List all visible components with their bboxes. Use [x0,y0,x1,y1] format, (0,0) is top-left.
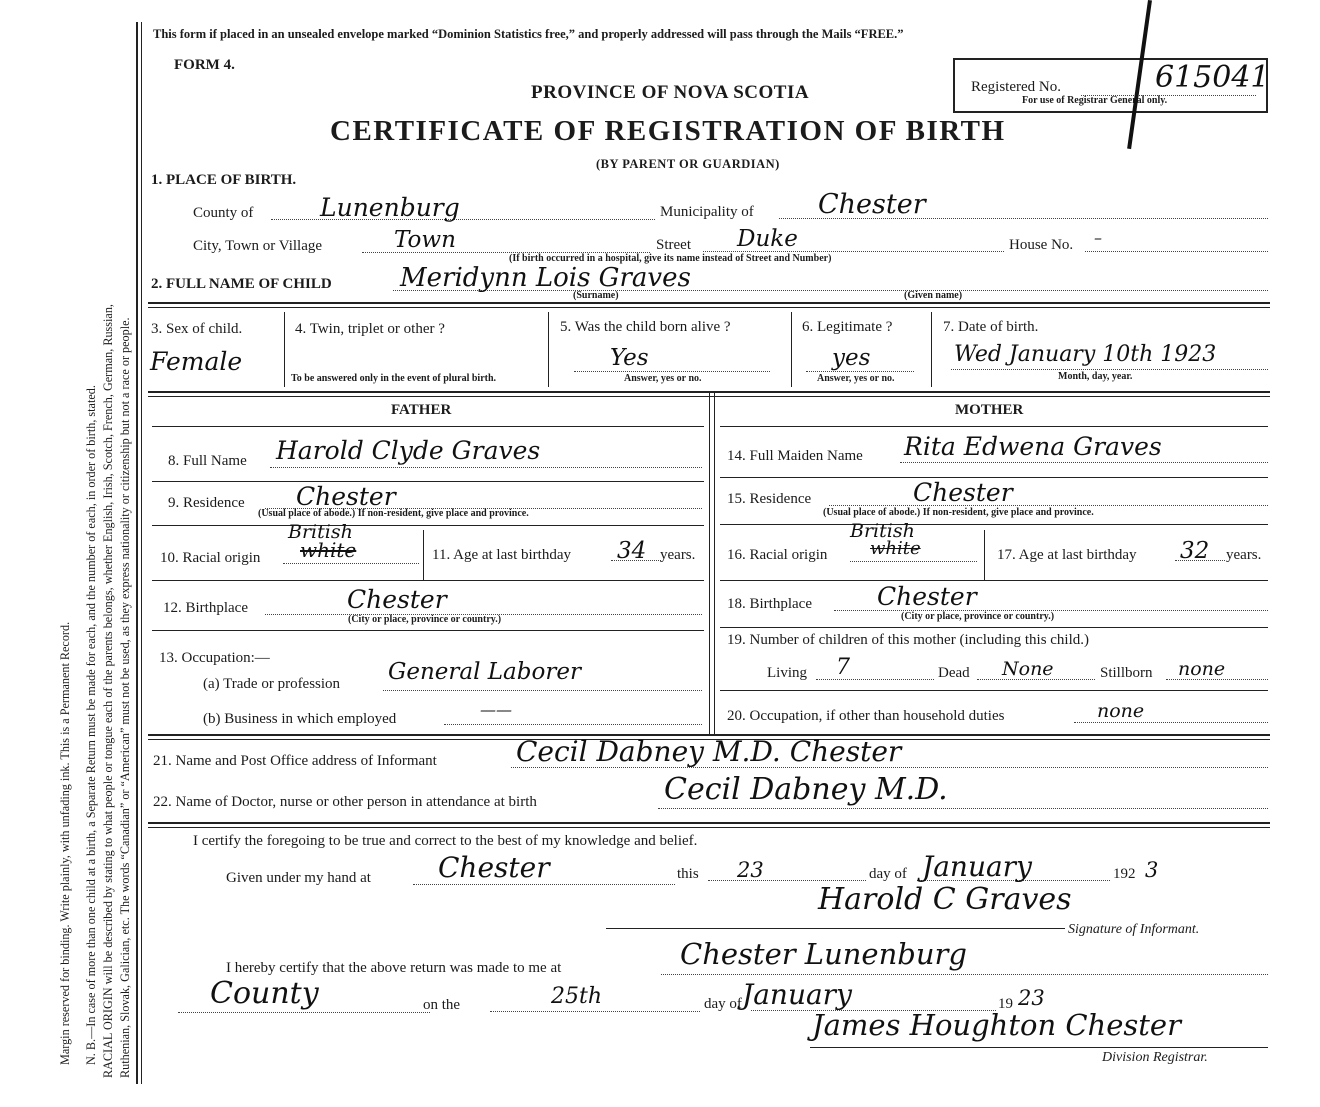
registrar-place-value: Chester Lunenburg [680,937,967,971]
divider-v-1 [284,312,285,387]
house-line [1085,251,1268,252]
alive-label: 5. Was the child born alive ? [560,319,731,335]
twin-label: 4. Twin, triplet or other ? [295,321,445,337]
informant-label: 21. Name and Post Office address of Informant [153,753,437,769]
surname-note: (Surname) [573,290,619,301]
father-business-line [444,724,702,725]
divider-4b [148,827,1270,828]
certify-statement: I certify the foregoing to be true and correct to the best of my knowledge and belief. [193,833,698,849]
house-value: – [1094,228,1102,247]
father-age-suffix: years. [660,547,696,563]
father-trade-value: General Laborer [388,659,581,685]
page-title: CERTIFICATE OF REGISTRATION OF BIRTH [330,115,1006,147]
informant-value: Cecil Dabney M.D. Chester [516,735,902,768]
mother-res-note: (Usual place of abode.) If non-resident, give place and province. [823,507,1094,518]
stillborn-value: none [1178,658,1226,680]
divider-v-4 [931,312,932,387]
alive-value: Yes [610,345,649,371]
living-label: Living [767,665,807,681]
informant-signature: Harold C Graves [818,882,1072,917]
father-row-line-1 [152,481,704,482]
living-value: 7 [836,655,850,680]
father-row-line-4 [152,630,704,631]
margin-note-2: N. B.—In case of more than one child at a birth, a Separate Return must be made for each, and the number of each, in order of birth, stated. [84,385,98,1065]
legitimate-label: 6. Legitimate ? [802,319,893,335]
registered-number: 615041 [1155,60,1270,95]
city-value: Town [394,227,456,253]
registrar-note: For use of Registrar General only. [1022,95,1168,106]
mother-age-label: 17. Age at last birthday [997,547,1137,563]
city-label: City, Town or Village [193,238,323,254]
mother-head-line [720,426,1268,427]
mother-bp-note: (City or place, province or country.) [901,611,1055,622]
registrar-place-line [661,974,1268,975]
given-name-note: (Given name) [904,290,963,301]
registrar-day-value: 25th [551,984,603,1009]
dob-value: Wed January 10th 1923 [954,342,1217,367]
divider-4 [148,822,1270,824]
mother-row-line-4 [720,627,1268,628]
alive-line [574,371,770,372]
mother-residence-value: Chester [913,478,1013,507]
legit-line [806,371,914,372]
reg-year-prefix: 19 [998,996,1013,1012]
registrar-year-value: 23 [1018,986,1045,1010]
page-subtitle: (BY PARENT OR GUARDIAN) [596,157,780,171]
doctor-label: 22. Name of Doctor, nurse or other person in attendance at birth [153,794,537,810]
child-name-label: 2. FULL NAME OF CHILD [151,276,332,292]
mother-row-line-5 [720,690,1268,691]
father-birthplace-label: 12. Birthplace [163,600,248,616]
mother-race-struck: white [870,538,921,559]
registrar-label: Division Registrar. [1102,1050,1208,1065]
father-bp-note: (City or place, province or country.) [348,614,502,625]
father-business-label: (b) Business in which employed [203,711,397,727]
column-divider-b [714,393,715,734]
father-race-struck: white [300,538,357,562]
father-heading: FATHER [391,402,452,418]
cert-year-value: 3 [1145,858,1159,882]
mother-race-line [850,561,977,562]
mother-row-line-3 [720,580,1268,581]
registrar-signature: James Houghton Chester [812,1008,1181,1042]
father-name-value: Harold Clyde Graves [276,436,541,465]
mother-occ-line [1074,722,1268,723]
dead-label: Dead [938,665,970,681]
municipality-value: Chester [818,189,926,220]
mother-name-label: 14. Full Maiden Name [727,448,863,464]
divider-v-2 [548,312,549,387]
mother-res-line [829,505,1268,506]
father-race-label: 10. Racial origin [160,550,261,566]
father-name-label: 8. Full Name [168,453,247,469]
father-head-line [152,426,704,427]
reg-day-label: day of [704,996,742,1012]
mother-heading: MOTHER [955,402,1024,418]
mother-race-value: British [850,520,915,542]
father-residence-value: Chester [296,482,396,511]
legitimate-value: yes [832,345,871,371]
county-label: County of [193,205,254,221]
postal-notice: This form if placed in an unsealed envelope marked “Dominion Statistics free,” and properly addressed will pass through the Mails “FREE.” [153,27,904,41]
informant-sig-label: Signature of Informant. [1068,922,1200,937]
county-line-2 [178,1012,430,1013]
registered-box [953,58,1268,113]
binding-line [136,22,138,1084]
on-the-label: on the [423,997,461,1013]
column-divider [709,393,710,734]
province-heading: PROVINCE OF NOVA SCOTIA [531,82,810,103]
cert-day-label: day of [869,866,907,882]
this-line [708,880,866,881]
registrar-statement: I hereby certify that the above return was made to me at [226,960,562,976]
divider-v-3 [791,312,792,387]
children-count-label: 19. Number of children of this mother (including this child.) [727,632,1090,648]
mother-race-label: 16. Racial origin [727,547,828,563]
registrar-month-value: January [742,978,852,1011]
father-race-value: British [288,521,353,543]
hospital-note: (If birth occurred in a hospital, give its name instead of Street and Number) [509,253,832,264]
mother-occupation-value: none [1097,700,1145,722]
father-row-line-2 [152,525,704,526]
street-label: Street [656,237,691,253]
mother-age-value: 32 [1180,538,1210,564]
mother-race-divider [984,530,985,580]
father-trade-line [383,690,702,691]
binding-line-inner [141,22,142,1084]
mother-birthplace-label: 18. Birthplace [727,596,812,612]
this-value: 23 [737,858,764,882]
father-residence-label: 9. Residence [168,495,245,511]
mother-name-line [900,462,1268,463]
given-label: Given under my hand at [226,870,371,886]
mother-occupation-label: 20. Occupation, if other than household duties [727,708,1005,724]
father-business-value: —— [480,700,512,719]
father-occupation-label: 13. Occupation:— [159,650,270,666]
cert-year-prefix: 192 [1113,866,1136,882]
reg-day-line [490,1011,700,1012]
living-line [816,679,934,680]
mother-birthplace-value: Chester [877,582,977,611]
registrar-county-value: County [210,976,319,1011]
margin-notes [0,0,145,1107]
margin-note-3: RACIAL ORIGIN will be described by stating to what people or tongue each of the parents belongs, whether English, Irish, Scotch, French, German, Russian, [101,304,115,1078]
mother-residence-label: 15. Residence [727,491,812,507]
doctor-value: Cecil Dabney M.D. [664,772,948,807]
father-birthplace-value: Chester [347,585,447,614]
father-age-value: 34 [617,538,647,564]
father-row-line-3 [152,580,704,581]
place-of-birth-heading: 1. PLACE OF BIRTH. [151,172,297,188]
street-value: Duke [737,226,798,252]
registered-label: Registered No. [971,79,1061,95]
alive-note: Answer, yes or no. [624,373,702,384]
county-value: Lunenburg [320,193,460,222]
legit-note: Answer, yes or no. [817,373,895,384]
sex-label: 3. Sex of child. [151,321,243,337]
municipality-label: Municipality of [660,204,754,220]
dead-value: None [1002,658,1054,680]
given-place-line [413,884,675,885]
house-label: House No. [1009,237,1074,253]
margin-note-4: Ruthenian, Slovak, Galician, etc. The words “Canadian” or “American” must not be used, as they express nationality or citizenship but not a race or people. [118,317,132,1078]
given-place-value: Chester [438,851,550,884]
form-number: FORM 4. [174,57,235,73]
doctor-line [658,808,1268,809]
father-race-divider [423,530,424,580]
dob-note: Month, day, year. [1058,371,1133,382]
father-race-line [283,563,419,564]
cert-month-value: January [922,850,1032,883]
stillborn-label: Stillborn [1100,665,1153,681]
mother-name-value: Rita Edwena Graves [904,432,1162,461]
father-age-label: 11. Age at last birthday [432,547,571,563]
divider-1b [148,307,1270,308]
divider-1 [148,302,1270,304]
twin-note: To be answered only in the event of plural birth. [291,373,497,384]
registrar-sig-line [810,1047,1268,1048]
child-name-value: Meridynn Lois Graves [400,263,691,293]
sex-value: Female [150,347,243,376]
father-res-note: (Usual place of abode.) If non-resident, give place and province. [258,508,529,519]
dob-label: 7. Date of birth. [943,319,1039,335]
father-trade-label: (a) Trade or profession [203,676,341,692]
this-label: this [677,866,699,882]
mother-row-line-2 [720,524,1268,525]
mother-age-suffix: years. [1226,547,1262,563]
father-name-line [270,467,702,468]
margin-note-1: Margin reserved for binding. Write plainly, with unfading ink. This is a Permanent Record. [58,621,72,1065]
dob-line [951,369,1268,370]
informant-sig-line [606,928,1065,929]
